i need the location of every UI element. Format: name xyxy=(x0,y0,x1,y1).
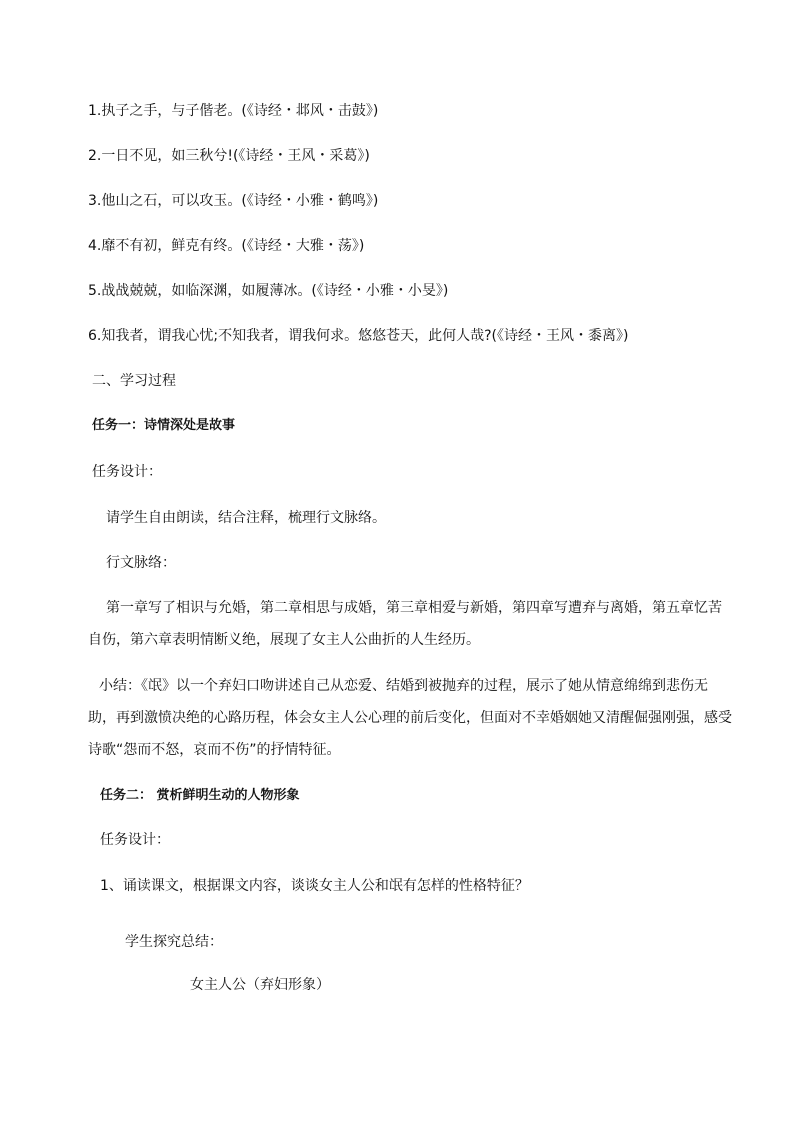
task2-question: 1、诵读课文，根据课文内容，谈谈女主人公和氓有怎样的性格特征？ xyxy=(100,878,529,894)
task1-summary-line: 诗歌“怨而不怒，哀而不伤”的抒情特征。 xyxy=(88,742,341,758)
section-heading: 二、学习过程 xyxy=(92,373,176,389)
task1-context-line: 第一章写了相识与允婚，第二章相思与成婚，第三章相爱与新婚，第四章写遭弃与离婚，第五章忆苦 xyxy=(106,600,722,616)
task1-summary-line: 小结：《氓》以一个弃妇口吻讲述自己从恋爱、结婚到被抛弃的过程，展示了她从情意绵绵到悲伤无 xyxy=(99,678,708,694)
task2-heroine-label: 女主人公（弃妇形象） xyxy=(190,977,330,993)
task1-summary-line: 助，再到激愤决绝的心路历程，体会女主人公心理的前后变化，但面对不幸婚姻她又清醒倔强刚强，感受 xyxy=(88,710,732,726)
task1-instruction: 请学生自由朗读，结合注释，梳理行文脉络。 xyxy=(106,510,386,526)
task2-student-summary-label: 学生探究总结： xyxy=(125,934,223,950)
quote-item: 2.一日不见，如三秋兮!(《诗经・王风・采葛》) xyxy=(88,148,370,164)
task1-context-line: 自伤，第六章表明情断义绝，展现了女主人公曲折的人生经历。 xyxy=(88,632,480,648)
quote-item: 5.战战兢兢，如临深渊，如履薄冰。(《诗经・小雅・小旻》) xyxy=(88,283,449,299)
quote-item: 6.知我者，谓我心忧;不知我者，谓我何求。悠悠苍天，此何人哉?(《诗经・王风・黍离》) xyxy=(88,328,629,344)
task1-design-label: 任务设计： xyxy=(92,464,162,480)
task1-title: 任务一：诗情深处是故事 xyxy=(92,418,236,433)
quote-item: 1.执子之手，与子偕老。(《诗经・邶风・击鼓》) xyxy=(88,103,379,119)
task2-design-label: 任务设计： xyxy=(100,832,170,848)
quote-item: 4.靡不有初，鲜克有终。(《诗经・大雅・荡》) xyxy=(88,238,365,254)
quote-item: 3.他山之石，可以攻玉。(《诗经・小雅・鹤鸣》) xyxy=(88,193,379,209)
task2-title: 任务二： 赏析鲜明生动的人物形象 xyxy=(100,788,300,803)
task1-context-label: 行文脉络： xyxy=(106,555,176,571)
